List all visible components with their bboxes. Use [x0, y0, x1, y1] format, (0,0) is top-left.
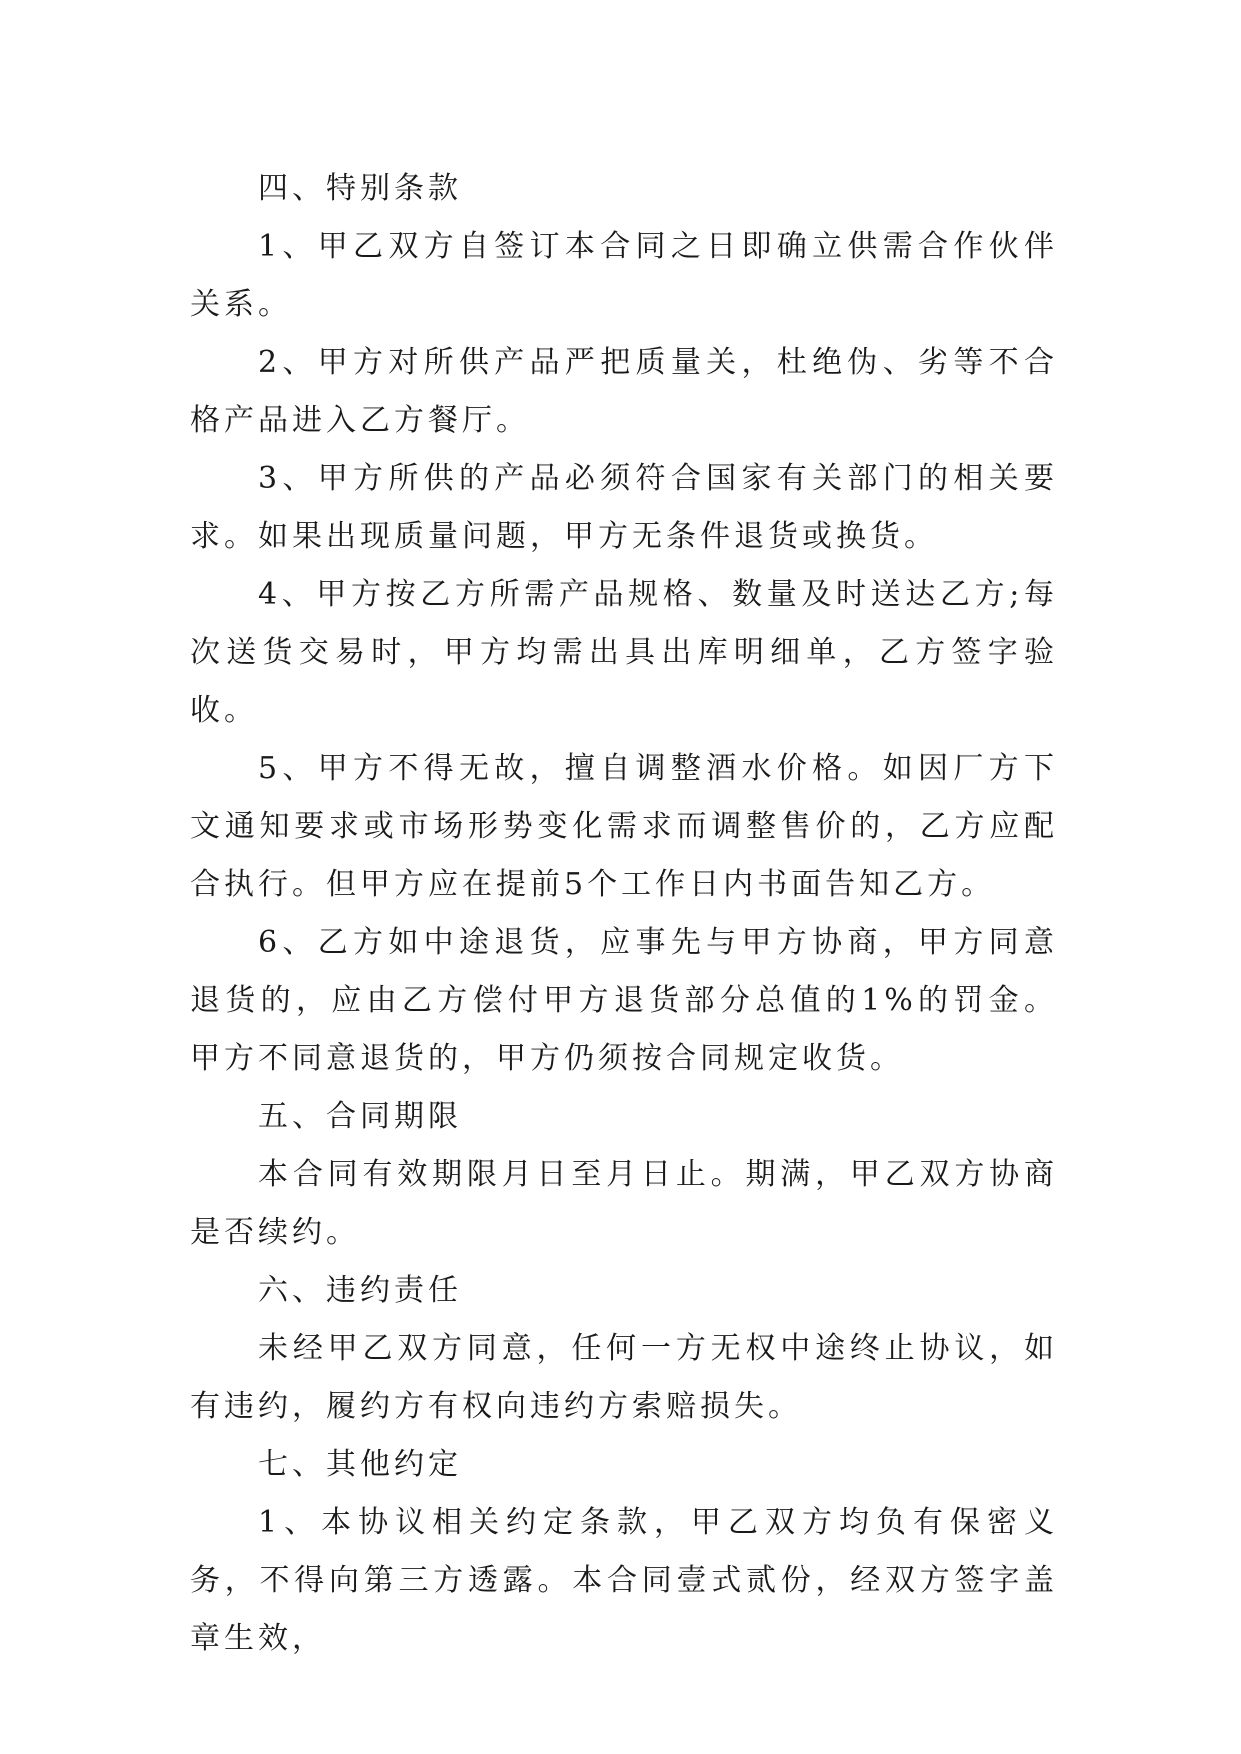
clause-paragraph: 6、乙方如中途退货，应事先与甲方协商，甲方同意退货的，应由乙方偿付甲方退货部分总值的1%的罚金。甲方不同意退货的，甲方仍须按合同规定收货。 — [190, 925, 1058, 1076]
clause-paragraph: 4、甲方按乙方所需产品规格、数量及时送达乙方;每次送货交易时，甲方均需出具出库明细单，乙方签字验收。 — [190, 577, 1058, 728]
section-heading-special-terms: 四、特别条款 — [258, 171, 462, 206]
section-heading-contract-term: 五、合同期限 — [258, 1099, 462, 1134]
section-heading-other-terms: 七、其他约定 — [258, 1447, 462, 1482]
document-body — [190, 160, 1058, 1668]
section-heading-liability: 六、违约责任 — [258, 1273, 462, 1308]
clause-paragraph: 3、甲方所供的产品必须符合国家有关部门的相关要求。如果出现质量问题，甲方无条件退货或换货。 — [190, 461, 1058, 554]
clause-paragraph: 1、本协议相关约定条款，甲乙双方均负有保密义务，不得向第三方透露。本合同壹式贰份，经双方签字盖章生效， — [190, 1505, 1058, 1656]
clause-paragraph: 1、甲乙双方自签订本合同之日即确立供需合作伙伴关系。 — [190, 229, 1058, 322]
clause-paragraph: 2、甲方对所供产品严把质量关，杜绝伪、劣等不合格产品进入乙方餐厅。 — [190, 345, 1058, 438]
clause-paragraph: 本合同有效期限月日至月日止。期满，甲乙双方协商是否续约。 — [190, 1157, 1058, 1250]
clause-paragraph: 未经甲乙双方同意，任何一方无权中途终止协议，如有违约，履约方有权向违约方索赔损失。 — [190, 1331, 1058, 1424]
clause-paragraph: 5、甲方不得无故，擅自调整酒水价格。如因厂方下文通知要求或市场形势变化需求而调整售价的，乙方应配合执行。但甲方应在提前5个工作日内书面告知乙方。 — [190, 751, 1058, 902]
